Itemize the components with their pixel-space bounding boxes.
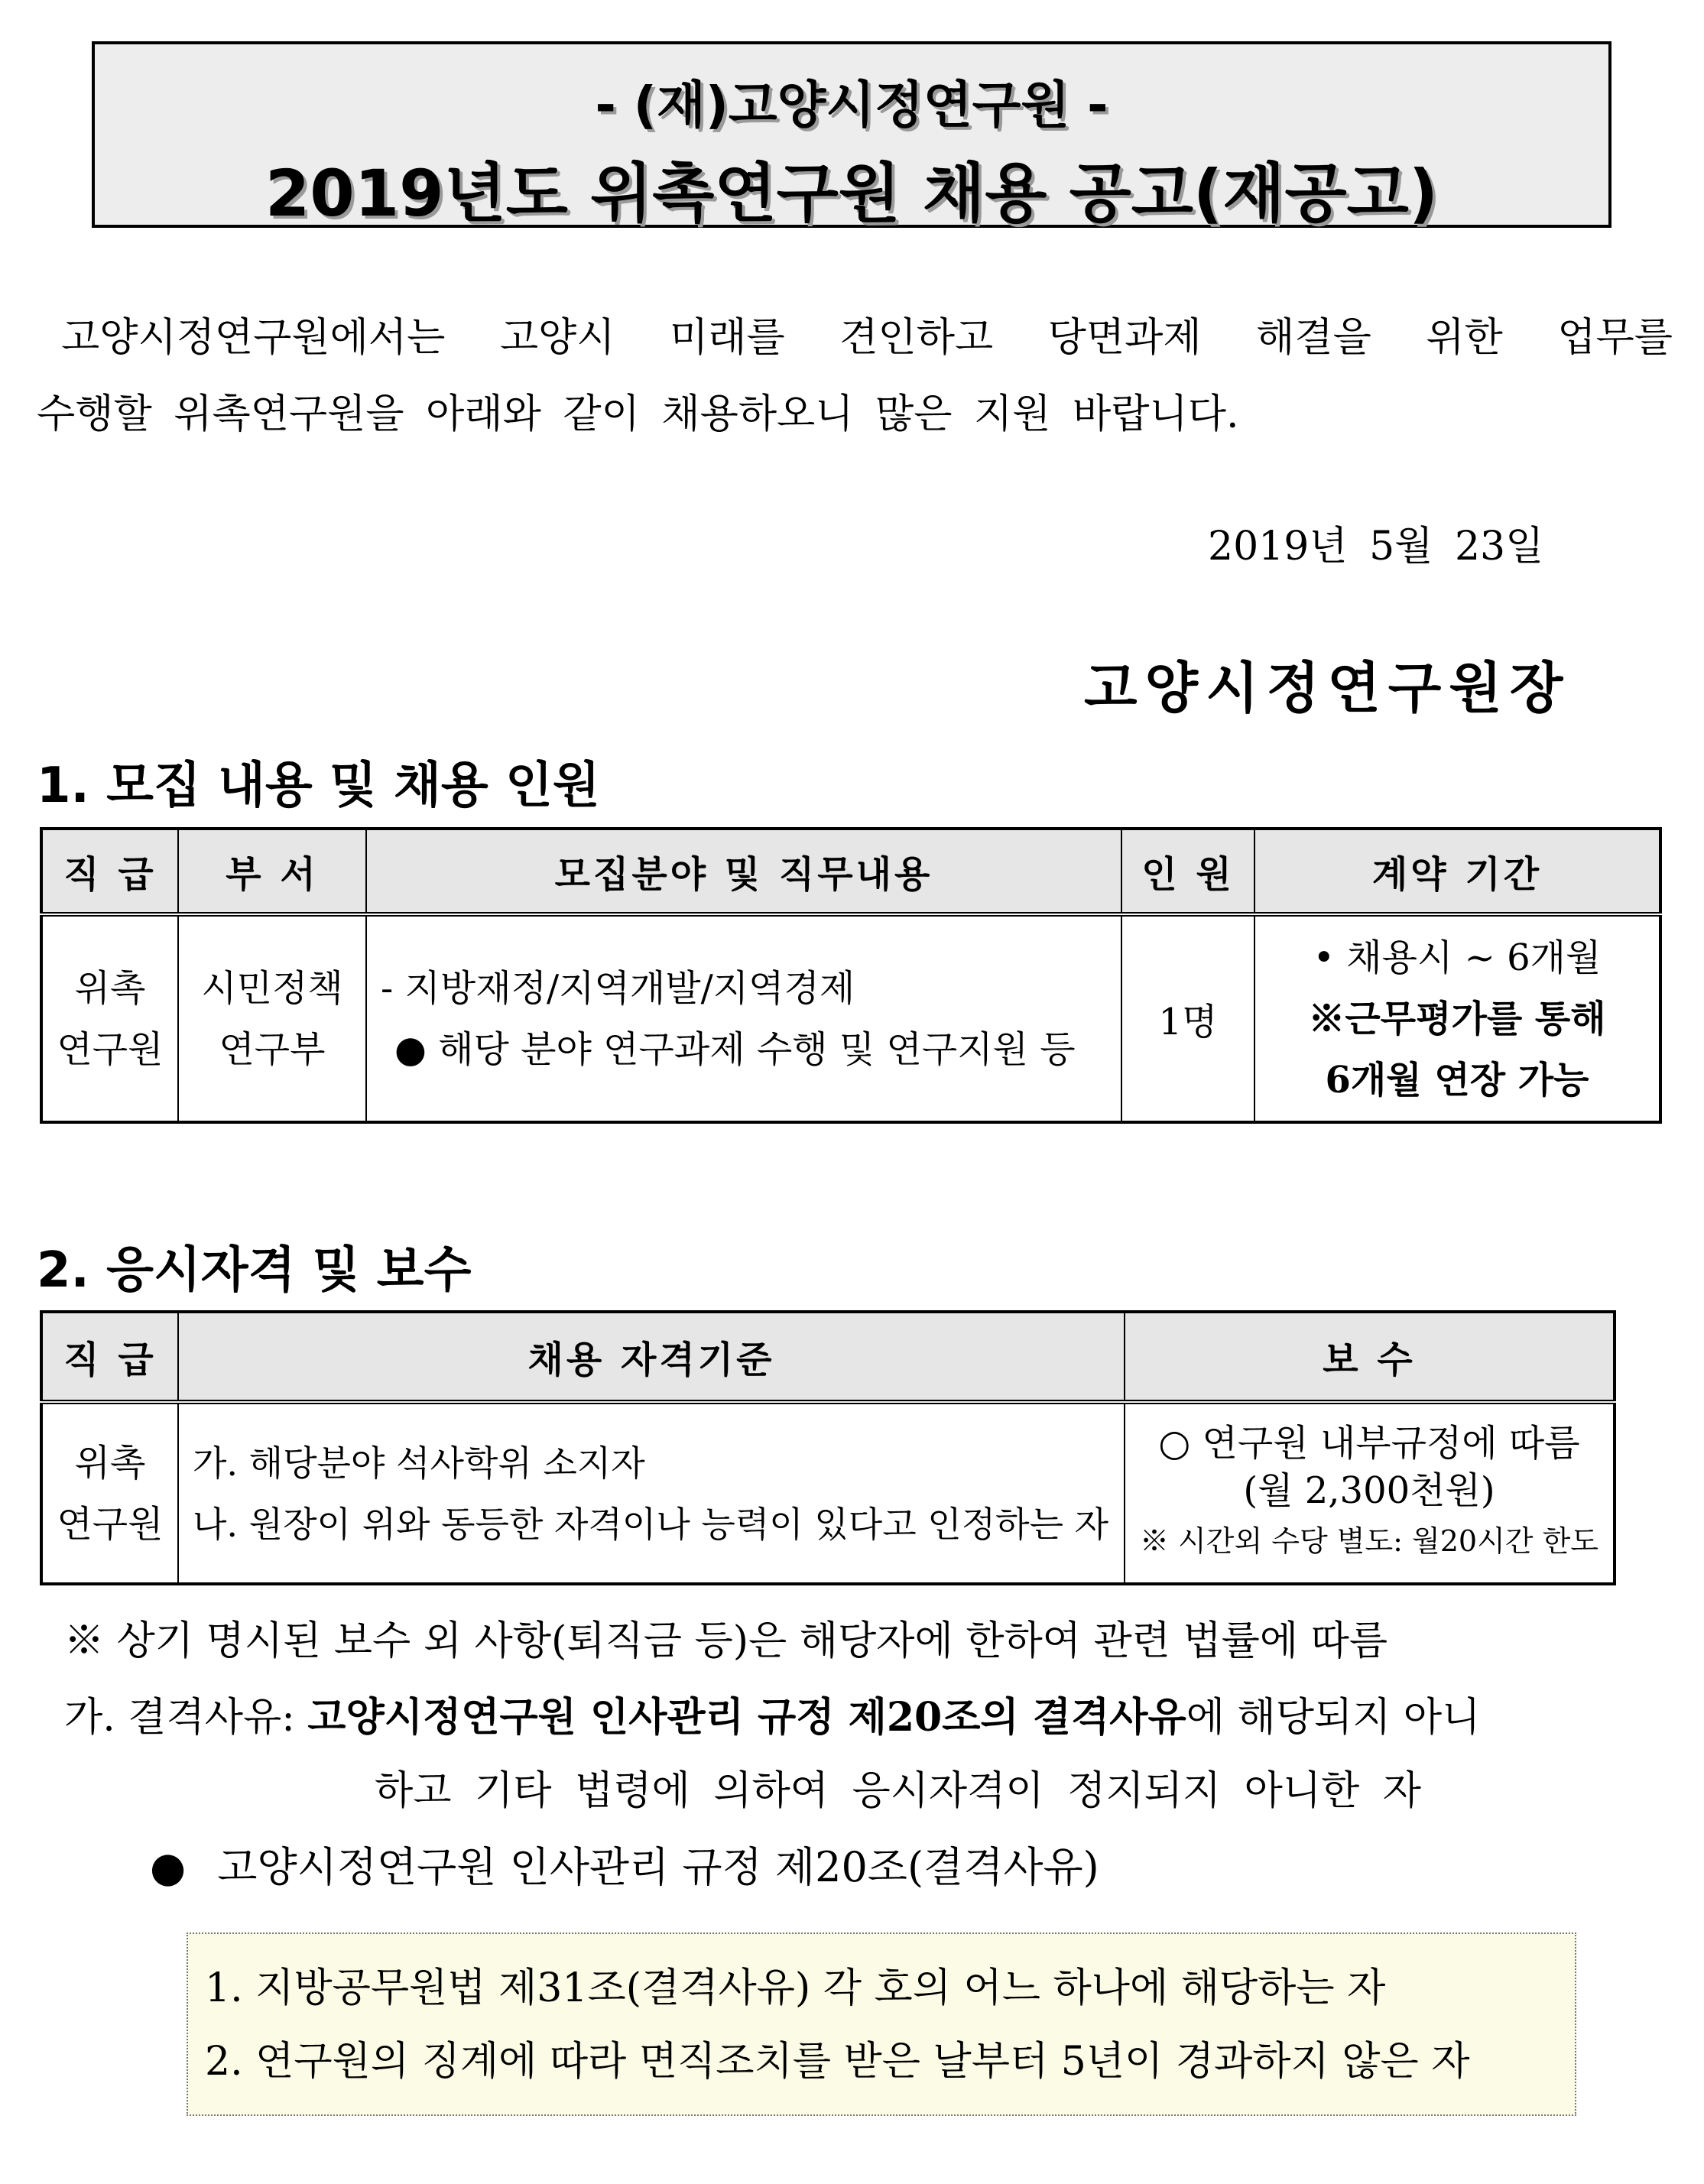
cell-text: ※ 시간외 수당 별도: 월20시간 한도 (1139, 1524, 1599, 1558)
cell-text: • 채용시 ~ 6개월 (1313, 936, 1602, 979)
cell-text: 가. 해당분야 석사학위 소지자 (193, 1442, 645, 1484)
intro-word: 견인하고 (839, 315, 994, 361)
bullet-icon: ● (150, 1843, 187, 1891)
page-title: 2019년도 위촉연구원 채용 공고(재공고) (265, 156, 1439, 231)
disqualification-line-1 (64, 1685, 1480, 1751)
cell-text: - 지방재정/지역개발/지역경제 (381, 966, 855, 1010)
title-box (92, 41, 1611, 231)
table-row (41, 914, 1660, 1122)
disq-rule-reference: 고양시정연구원 인사관리 규정 제20조의 결격사유 (307, 1694, 1186, 1741)
table-header-row (41, 829, 1660, 914)
cell-pay (1125, 1402, 1615, 1584)
qualification-table (40, 1310, 1616, 1585)
cell-criteria (178, 1402, 1125, 1584)
intro-word: 위한 (1426, 315, 1503, 361)
intro-line-1 (37, 300, 1673, 376)
list-item: 2. 연구원의 징계에 따라 면직조치를 받은 날부터 5년이 경과하지 않은 자 (205, 2039, 1470, 2085)
rule-title-line (150, 1835, 1099, 1900)
title-org: - (재)고양시정연구원 - (595, 76, 1108, 135)
cell-text: ○ 연구원 내부규정에 따름 (1158, 1421, 1580, 1465)
intro-paragraph (37, 300, 1673, 453)
disq-suffix: 에 해당되지 아니 (1186, 1695, 1481, 1741)
header-count: 인 원 (1121, 829, 1254, 914)
recruitment-table (40, 827, 1662, 1124)
disqualification-line-2: 하고 기타 법령에 의하여 응시자격이 정지되지 아니한 자 (375, 1768, 1422, 1814)
disqualification-box (187, 1932, 1576, 2116)
header-duty: 모집분야 및 직무내용 (366, 829, 1121, 914)
cell-text: 시민정책 (201, 966, 343, 1010)
header-criteria: 채용 자격기준 (178, 1312, 1125, 1402)
cell-rank (41, 1402, 178, 1584)
cell-text: ● 해당 분야 연구과제 수행 및 연구지원 등 (394, 1027, 1076, 1071)
cell-text: 연구원 (57, 1027, 164, 1071)
cell-text: 연구부 (219, 1027, 326, 1071)
signer-name: 고양시정연구원장 (1084, 655, 1571, 720)
pay-note: ※ 상기 명시된 보수 외 사항(퇴직금 등)은 해당자에 한하여 관련 법률에 따름 (64, 1618, 1388, 1664)
intro-word: 업무를 (1557, 315, 1673, 361)
header-pay: 보 수 (1125, 1312, 1615, 1402)
cell-rank (41, 914, 178, 1122)
intro-word: 미래를 (670, 315, 785, 361)
header-rank: 직 급 (41, 829, 178, 914)
intro-word: 고양시정연구원에서는 (61, 315, 446, 361)
cell-text: 나. 원장이 위와 동등한 자격이나 능력이 있다고 인정하는 자 (193, 1503, 1109, 1545)
disq-prefix: 가. 결격사유: (64, 1695, 308, 1741)
header-rank: 직 급 (41, 1312, 178, 1402)
cell-count: 1명 (1121, 914, 1254, 1122)
cell-period (1254, 914, 1660, 1122)
cell-text: ※근무평가를 통해 (1308, 997, 1606, 1040)
section-1-heading: 1. 모집 내용 및 채용 인원 (37, 758, 600, 814)
cell-text: 위촉 (74, 966, 146, 1010)
section-2-heading: 2. 응시자격 및 보수 (37, 1242, 472, 1299)
intro-word: 당면과제 (1047, 315, 1202, 361)
cell-text: 6개월 연장 가능 (1325, 1058, 1589, 1102)
rule-title: 고양시정연구원 인사관리 규정 제20조(결격사유) (217, 1843, 1099, 1891)
cell-text: 위촉 (74, 1441, 146, 1485)
table-row (41, 1402, 1615, 1584)
list-item: 1. 지방공무원법 제31조(결격사유) 각 호의 어느 하나에 해당하는 자 (205, 1965, 1386, 2011)
cell-dept (178, 914, 366, 1122)
intro-word: 고양시 (499, 315, 615, 361)
table-header-row (41, 1312, 1615, 1402)
header-dept: 부 서 (178, 829, 366, 914)
header-period: 계약 기간 (1254, 829, 1660, 914)
intro-line-2: 수행할 위촉연구원을 아래와 같이 채용하오니 많은 지원 바랍니다. (37, 391, 1239, 437)
announcement-date: 2019년 5월 23일 (1208, 524, 1544, 570)
cell-text: (월 2,300천원) (1243, 1468, 1495, 1512)
cell-text: 연구원 (57, 1502, 164, 1546)
cell-duty (366, 914, 1121, 1122)
intro-word: 해결을 (1256, 315, 1371, 361)
